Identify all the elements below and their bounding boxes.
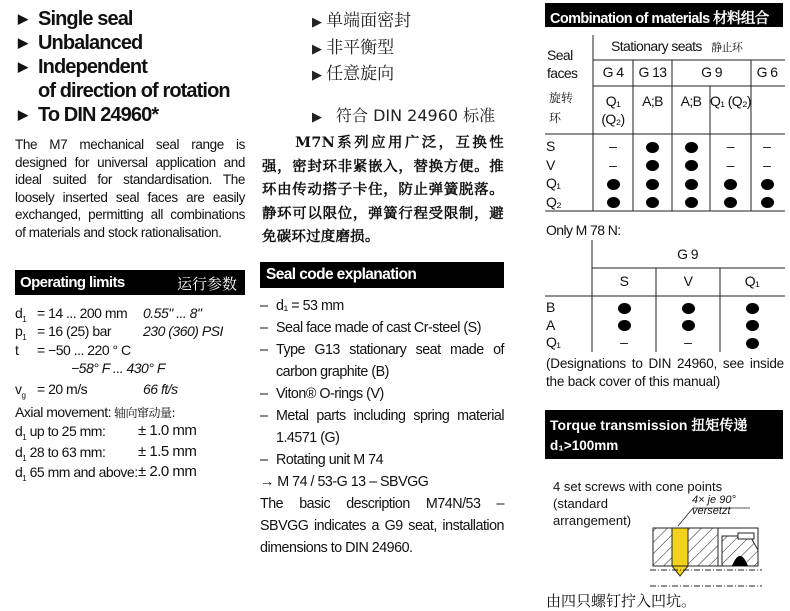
axial-text-cn: 轴向窜动量: [113,406,176,420]
list-item: – Viton® O-rings (V) [260,383,504,405]
axial-value: ± 1.5 mm [138,442,197,460]
t2-seat-header: G 9 [677,246,698,262]
dot-icon [646,142,659,153]
subscript: g [21,390,26,400]
set-screw-drawing [650,500,790,595]
table-cell [751,193,783,211]
header-title: Operating limits [20,274,125,291]
dot-icon [646,179,659,190]
feature-text: Single seal [38,8,133,30]
limit-value: = −50 ... 220 ° C [37,342,131,358]
table-cell [633,174,672,192]
table-cell [656,298,720,316]
seat-header: G 9 [701,64,722,80]
intro-cn: M7N系列应用广泛，互换性强，密封环非紧嵌入，替换方便。推环由传动搭子卡住，防止弹簧脱落。静环可以限位，弹簧行程受限制，避免碳环过度磨损。 [262,134,504,245]
dot-icon [646,197,659,208]
table-cell [720,316,784,334]
seat-subtype: Q₁ (Q₂) [601,93,625,127]
table-cell [592,298,656,316]
row-label: S [546,138,555,154]
dot-icon [685,179,698,190]
limit-row [43,359,165,377]
subscript: 1 [22,332,27,342]
triangle-icon: ▶ [18,59,28,74]
dim-line: versetzt [692,505,731,517]
table-cell [710,193,751,211]
cell-text: – [726,156,735,173]
feature [18,7,133,31]
table-cell [593,174,633,192]
stationary-label [611,38,742,55]
table-cell [592,316,656,334]
table-cell [672,137,710,155]
feature [18,31,143,55]
t2-col-header: Q₁ [744,273,760,289]
axial-text: Axial movement: [15,404,111,420]
feature-cn [312,6,411,31]
limit-symbol: $p_1$ [15,323,27,342]
row-label: V [546,156,555,173]
subscript: 1 [22,432,27,442]
axial-row: $d_1$ up to 25 mm: [15,423,106,442]
dot-icon [761,179,774,190]
limit-symbol: $v_g$ [15,381,26,400]
table-cell [593,156,633,174]
limit-value: = 20 m/s [37,381,88,397]
header-title: Combination of materials 材料组合 [550,11,769,27]
axial-range: up to 25 mm: [26,423,106,439]
seat-header: G 4 [602,64,624,80]
cell-text: – [726,138,735,154]
feature [18,55,147,79]
dot-icon [618,303,631,314]
axial-value: ± 1.0 mm [138,422,197,439]
seat-subtype: Q₁ (Q₂) [710,93,751,109]
list-item: – d₁ = 53 mm [260,295,504,317]
triangle-icon: ▶ [312,110,322,125]
feature-text: 符合 DIN 24960 标准 [336,106,496,125]
triangle-icon: ▶ [312,15,327,30]
cell-text: – [763,138,771,154]
cell-text: – [609,138,617,154]
dot-icon [682,320,695,331]
cell-text: – [763,156,771,173]
seat-header: G 13 [638,64,667,80]
designation-note: (Designations to DIN 24960, see inside the back cover of this manual) [546,356,784,389]
cell-text: – [620,334,628,350]
axial-value: ± 2.0 mm [138,463,197,480]
seal-faces-label: Seal faces [547,47,578,81]
table-cell [720,298,784,316]
axial-range: 65 mm and above: [26,464,138,480]
axial-row: $d_1$ 65 mm and above: [15,464,138,483]
t2-col-header: S [619,273,629,289]
only-m78n-label: Only M 78 N: [546,222,621,238]
row-label: B [546,299,555,315]
stationary-cn: 静止环 [711,41,743,54]
table-cell [593,193,633,211]
torque-cn-note: 由四只螺钉拧入凹坑。 [546,592,697,610]
feature-text: Unbalanced [38,32,143,54]
table-cell [710,174,751,192]
dot-icon [746,320,759,331]
torque-header [545,410,783,459]
subscript: 1 [22,473,27,483]
row-label: A [546,316,555,333]
dot-icon [682,303,695,314]
table-cell [633,193,672,211]
dot-icon [685,142,698,153]
triangle-icon: ▶ [18,35,28,50]
table-cell [633,156,672,174]
limit-row [15,380,178,405]
table-cell [751,156,783,174]
seal-code-note: The basic description M74N/53 – SBVGG indicates a G9 seat, installation dimensions to DIN 24960. [260,496,504,556]
limit-value: = 16 (25) bar [37,323,112,339]
dot-icon [618,320,631,331]
list-item: – Seal face made of cast Cr-steel (S) [260,317,504,339]
triangle-icon: ▶ [18,107,28,122]
dim-line: 4× je 90° [692,494,736,506]
seat-subtype: A;B [680,93,702,109]
materials-header [545,3,783,27]
row-label: Q₂ [546,193,562,210]
feature-cn [312,59,394,84]
seal-code-list [260,295,504,559]
table-cell [710,156,751,174]
dot-icon [724,179,737,190]
desc-line: arrangement) [553,513,632,528]
limit-symbol: t [15,342,19,358]
triangle-icon: ▶ [312,42,327,57]
operating-limits-header [15,270,245,295]
table-cell [720,333,784,351]
feature-cont: of direction of rotation [38,80,230,102]
t2-col-header: V [683,273,693,289]
table-cell [751,137,783,155]
feature-cn [312,33,394,58]
desc-line: 4 set screws with cone points [553,479,723,494]
limit-imperial: 0.55" ... 8" [143,305,202,321]
rotating-ring-label: 旋转环 [549,91,574,125]
dot-icon [607,179,620,190]
header-title: Torque transmission 扭矩传递 [550,417,748,433]
list-item: – Type G13 stationary seat made of carbon graphite (B) [260,339,504,383]
limit-value: = 14 ... 200 mm [37,305,128,321]
feature-text: 单端面密封 [326,11,412,31]
table-cell [656,333,720,351]
subscript: 1 [22,453,27,463]
feature-text: 非平衡型 [326,38,395,58]
limit-row [15,341,137,359]
dot-icon [761,197,774,208]
cell-text: – [684,334,692,350]
table-cell [633,137,672,155]
header-subtitle: d₁>100mm [550,438,619,453]
triangle-icon: ▶ [312,68,327,83]
table-cell [672,193,710,211]
table-cell [672,156,710,174]
stationary-text: Stationary seats [611,38,702,54]
list-item: – Rotating unit M 74 [260,449,504,471]
row-label: Q₁ [546,175,561,191]
list-item: – Metal parts including spring material 1.4571 (G) [260,405,504,449]
intro-en: The M7 mechanical seal range is designed for universal application and ideal suited for standardisation. The loosely inserted seal faces are easily exchanged, permitting all combinations of materials and stock rationalisation. [15,137,245,240]
dot-icon [685,197,698,208]
seal-code-header [260,262,504,288]
limit-imperial: 230 (360) PSI [143,323,223,339]
feature [18,103,159,127]
table-cell [592,333,656,351]
table-cell [593,137,633,155]
feature-cn [312,103,495,126]
feature-text: Independent [38,56,147,78]
dot-icon [646,160,659,171]
subscript: 1 [22,314,27,324]
table-cell [672,174,710,192]
table-cell [751,174,783,192]
dot-icon [746,338,759,349]
limit-imperial: 66 ft/s [143,381,178,397]
feature-text: To DIN 24960* [38,104,159,126]
table-cell [656,316,720,334]
desc-line: (standard [553,496,608,511]
dot-icon [685,160,698,171]
axial-label [15,403,175,422]
dot-icon [746,303,759,314]
triangle-icon: ▶ [18,11,28,26]
header-title: Seal code explanation [266,266,417,283]
limit-symbol: $d_1$ [15,305,27,324]
feature-text: 任意旋向 [326,64,395,84]
seat-header: G 6 [756,64,778,80]
axial-range: 28 to 63 mm: [26,443,106,460]
axial-row: $d_1$ 28 to 63 mm: [15,443,106,463]
seat-subtype: A;B [642,93,663,109]
row-label: Q₁ [546,334,561,350]
table-cell [710,137,751,155]
seal-code-result: → M 74 / 53-G 13 – SBVGG [260,474,429,490]
header-title-cn: 运行参数 [176,275,237,293]
dot-icon [724,197,737,208]
limit-imperial: −58° F ... 430° F [71,360,165,376]
cell-text: – [609,156,617,173]
dot-icon [607,197,620,208]
